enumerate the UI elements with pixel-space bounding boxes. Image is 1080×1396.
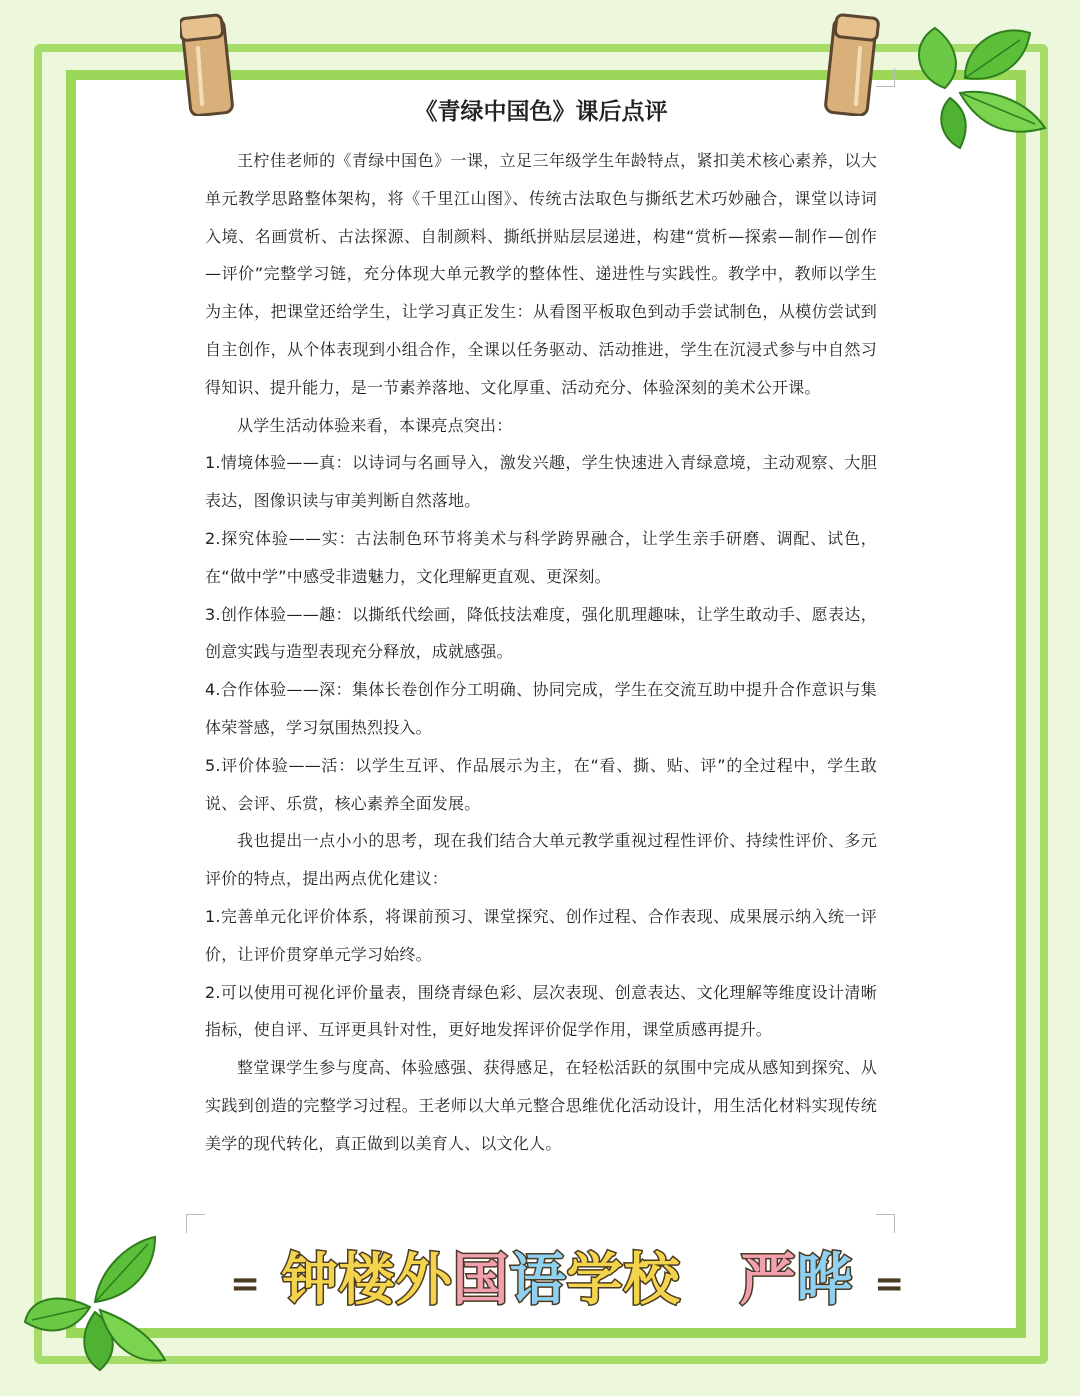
author-char: 晔 <box>796 1248 854 1313</box>
paragraph: 1.完善单元化评价体系，将课前预习、课堂探究、创作过程、合作表现、成果展示纳入统一评价，让评价贯穿单元学习始终。 <box>205 906 877 964</box>
page-corner-mark <box>876 1214 895 1233</box>
paragraph: 2.探究体验——实：古法制色环节将美术与科学跨界融合，让学生亲手研磨、调配、试色，在“做中学”中感受非遗魅力，文化理解更直观、更深刻。 <box>205 528 877 586</box>
paragraph: 整堂课学生参与度高、体验感强、获得感足，在轻松活跃的氛围中完成从感知到探究、从实践到创造的完整学习过程。王老师以大单元整合思维优化活动设计，用生活化材料实现传统美学的现代转化，真正做到以美育人、以文化人。 <box>205 1058 877 1153</box>
school-char: 外 <box>395 1248 453 1313</box>
paragraph: 王柠佳老师的《青绿中国色》一课，立足三年级学生年龄特点，紧扣美术核心素养，以大单元教学思路整体架构，将《千里江山图》、传统古法取色与撕纸艺术巧妙融合，课堂以诗词入境、名画赏析、古法探源、自制颜料、撕纸拼贴层层递进，构建“赏析—探索—制作—创作—评价”完整学习链，充分体现大单元教学的整体性、递进性与实践性。教学中，教师以学生为主体，把课堂还给学生，让学习真正发生：从看图平板取色到动手尝试制色，从模仿尝试到自主创作，从个体表现到小组合作，全课以任务驱动、活动推进，学生在沉浸式参与中自然习得知识、提升能力，是一节素养落地、文化厚重、活动充分、体验深刻的美术公开课。 <box>205 151 877 397</box>
school-char: 国 <box>452 1248 510 1313</box>
paragraph: 我也提出一点小小的思考，现在我们结合大单元教学重视过程性评价、持续性评价、多元评价的特点，提出两点优化建议： <box>205 831 877 889</box>
paragraph: 从学生活动体验来看，本课亮点突出： <box>237 415 513 435</box>
paragraph-list <box>205 142 877 1163</box>
paragraph: 1.情境体验——真：以诗词与名画导入，激发兴趣，学生快速进入青绿意境，主动观察、大胆表达，图像识读与审美判断自然落地。 <box>205 453 877 511</box>
school-char: 楼 <box>338 1248 396 1313</box>
paragraph: 2.可以使用可视化评价量表，围绕青绿色彩、层次表现、创意表达、文化理解等维度设计清晰指标，使自评、互评更具针对性，更好地发挥评价促学作用，课堂质感再提升。 <box>205 982 877 1040</box>
paper-bottom-border <box>66 1328 1026 1338</box>
school-char: 钟 <box>281 1248 339 1313</box>
footer-deco-right: = <box>874 1263 906 1305</box>
leaf-cluster-bottom-left-icon <box>20 1232 170 1372</box>
school-char: 语 <box>509 1248 567 1313</box>
document-title: 《青绿中国色》课后点评 <box>414 99 668 125</box>
footer-signature <box>230 1236 920 1316</box>
paragraph: 3.创作体验——趣：以撕纸代绘画，降低技法难度，强化肌理趣味，让学生敢动手、愿表达，创意实践与造型表现充分释放，成就感强。 <box>205 604 877 662</box>
footer-deco-left: = <box>230 1263 262 1305</box>
school-char: 校 <box>623 1248 681 1313</box>
paragraph: 4.合作体验——深：集体长卷创作分工明确、协同完成，学生在交流互助中提升合作意识与集体荣誉感，学习氛围热烈投入。 <box>205 680 877 737</box>
school-char: 学 <box>566 1248 624 1313</box>
leaf-cluster-top-right-icon <box>905 18 1055 153</box>
paragraph: 5.评价体验——活：以学生互评、作品展示为主，在“看、撕、贴、评”的全过程中，学生敢说、会评、乐赏，核心素养全面发展。 <box>205 755 877 813</box>
document-body <box>205 94 877 1163</box>
page-corner-mark <box>186 1214 205 1233</box>
author-char: 严 <box>739 1248 797 1313</box>
